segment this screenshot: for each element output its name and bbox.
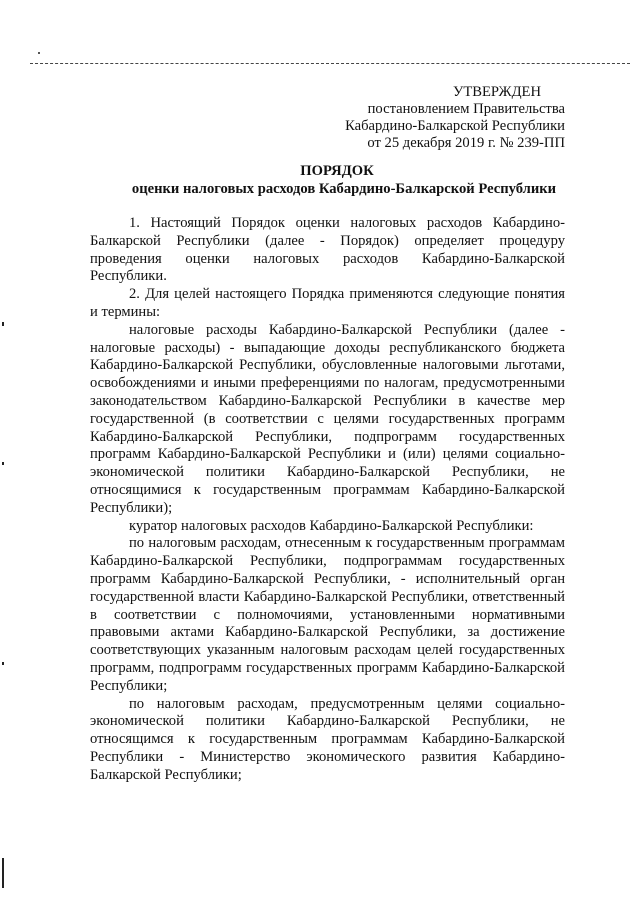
approval-heading: УТВЕРЖДЕН (453, 84, 541, 100)
document-subtitle: оценки налоговых расходов Кабардино-Балкарской Республики (131, 181, 557, 197)
scan-artifact-mark (2, 662, 4, 665)
document-body (90, 215, 565, 785)
scan-artifact-dot (38, 52, 40, 54)
paragraph: куратор налоговых расходов Кабардино-Балкарской Республики: (129, 517, 534, 534)
paragraph: 2. Для целей настоящего Порядка применяются следующие понятия и термины: (90, 286, 565, 320)
approval-line: постановлением Правительства (367, 101, 565, 117)
scan-artifact-mark (2, 322, 4, 326)
paragraph: по налоговым расходам, предусмотренным целями социально-экономической политики Кабардино-Балкарской Республики, не относящимся к государственным программам Кабардино-Балкарской Республики - Министерство экономического развития Кабардино-Балкарской Республики; (90, 695, 565, 783)
paragraph: по налоговым расходам, отнесенным к государственным программам Кабардино-Балкарской Республики, подпрограммам государственных программ Кабардино-Балкарской Республики, - исполнительный орган государственной власти Кабардино-Балкарской Республики, ответственный в соответствии с полномочиями, установленными нормативными правовыми актами Кабардино-Балкарской Республики, за достижение соответствующих указанным налоговым расходам целей государственных программ, подпрограмм государственных программ Кабардино-Балкарской Республики; (90, 535, 565, 694)
approval-block (330, 84, 565, 152)
paragraph: налоговые расходы Кабардино-Балкарской Республики (далее - налоговые расходы) - выпадающие доходы республиканского бюджета Кабардино-Балкарской Республики, обусловленные налоговыми льготами, освобождениями и иными преференциями по налогам, предусмотренными законодательством Кабардино-Балкарской Республики в качестве мер государственной (в соответствии с целями государственных программ Кабардино-Балкарской Республики, подпрограмм государственных программ Кабардино-Балкарской Республики и (или) целями социально-экономической политики Кабардино-Балкарской Республики, не относящимися к государственным программам Кабардино-Балкарской Республики); (90, 321, 565, 516)
approval-line: Кабардино-Балкарской Республики (345, 118, 565, 134)
scan-artifact-line (30, 63, 630, 64)
document-title: ПОРЯДОК (300, 163, 374, 179)
scan-artifact-mark (2, 858, 4, 888)
paragraph: 1. Настоящий Порядок оценки налоговых расходов Кабардино-Балкарской Республики (далее - Порядок) определяет процедуру проведения оценки налоговых расходов Кабардино-Балкарской Республики. (90, 215, 565, 285)
approval-line: от 25 декабря 2019 г. № 239-ПП (367, 135, 565, 151)
scan-artifact-mark (2, 462, 4, 465)
